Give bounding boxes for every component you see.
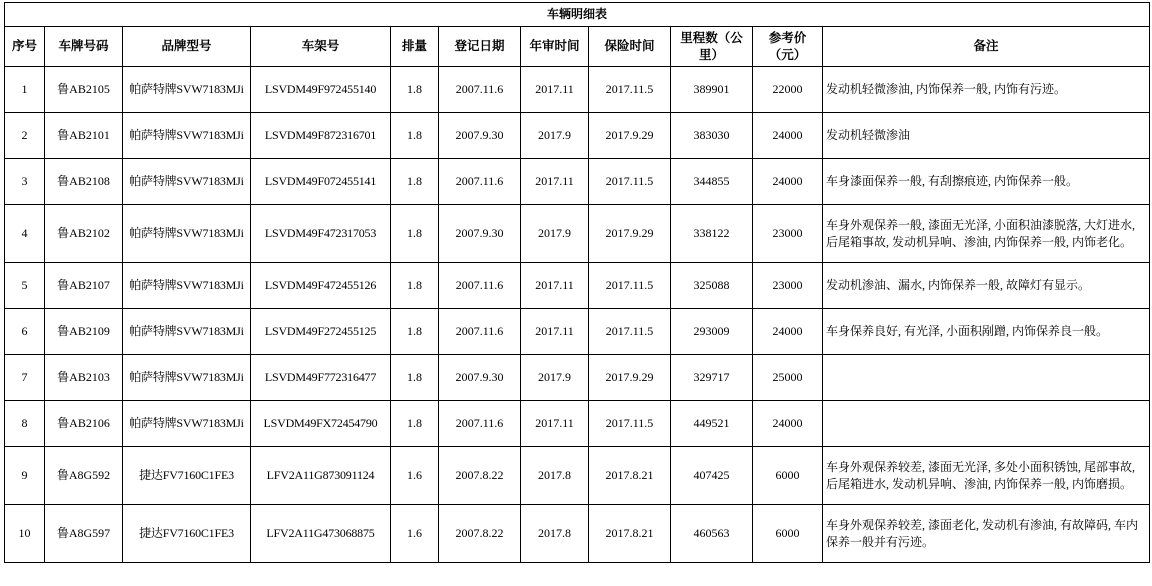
cell-index: 10 bbox=[5, 505, 45, 563]
cell-mileage: 407425 bbox=[671, 447, 753, 505]
table-row bbox=[5, 159, 1150, 205]
cell-reference-price: 6000 bbox=[753, 447, 823, 505]
cell-displacement: 1.8 bbox=[391, 159, 439, 205]
cell-mileage: 329717 bbox=[671, 355, 753, 401]
cell-remark: 车身漆面保养一般, 有刮擦痕迹, 内饰保养一般。 bbox=[823, 159, 1150, 205]
cell-mileage: 389901 bbox=[671, 67, 753, 113]
cell-remark bbox=[823, 401, 1150, 447]
cell-plate: 鲁AB2105 bbox=[45, 67, 123, 113]
cell-reference-price: 24000 bbox=[753, 159, 823, 205]
cell-model: 帕萨特牌SVW7183MJi bbox=[123, 355, 251, 401]
header-plate: 车牌号码 bbox=[45, 27, 123, 67]
cell-mileage: 293009 bbox=[671, 309, 753, 355]
cell-plate: 鲁AB2108 bbox=[45, 159, 123, 205]
cell-registration-date: 2007.8.22 bbox=[439, 447, 521, 505]
cell-plate: 鲁A8G597 bbox=[45, 505, 123, 563]
cell-registration-date: 2007.11.6 bbox=[439, 309, 521, 355]
cell-insurance-time: 2017.8.21 bbox=[589, 447, 671, 505]
cell-registration-date: 2007.11.6 bbox=[439, 159, 521, 205]
page-title: 车辆明细表 bbox=[5, 3, 1150, 27]
cell-plate: 鲁AB2101 bbox=[45, 113, 123, 159]
cell-remark: 发动机渗油、漏水, 内饰保养一般, 故障灯有显示。 bbox=[823, 263, 1150, 309]
cell-model: 捷达FV7160C1FE3 bbox=[123, 447, 251, 505]
cell-displacement: 1.8 bbox=[391, 205, 439, 263]
cell-insurance-time: 2017.9.29 bbox=[589, 205, 671, 263]
cell-plate: 鲁A8G592 bbox=[45, 447, 123, 505]
cell-inspection-time: 2017.11 bbox=[521, 67, 589, 113]
table-row bbox=[5, 205, 1150, 263]
cell-mileage: 338122 bbox=[671, 205, 753, 263]
cell-index: 2 bbox=[5, 113, 45, 159]
cell-displacement: 1.6 bbox=[391, 447, 439, 505]
cell-model: 帕萨特牌SVW7183MJi bbox=[123, 67, 251, 113]
cell-remark: 车身外观保养较差, 漆面无光泽, 多处小面积锈蚀, 尾部事故, 后尾箱进水, 发动机异响、渗油, 内饰保养一般, 内饰磨损。 bbox=[823, 447, 1150, 505]
cell-registration-date: 2007.11.6 bbox=[439, 67, 521, 113]
cell-reference-price: 24000 bbox=[753, 401, 823, 447]
cell-remark: 车身外观保养一般, 漆面无光泽, 小面积油漆脱落, 大灯进水, 后尾箱事故, 发动机异响、渗油, 内饰保养一般, 内饰老化。 bbox=[823, 205, 1150, 263]
cell-plate: 鲁AB2107 bbox=[45, 263, 123, 309]
cell-inspection-time: 2017.8 bbox=[521, 505, 589, 563]
cell-inspection-time: 2017.11 bbox=[521, 263, 589, 309]
cell-remark: 发动机轻微渗油 bbox=[823, 113, 1150, 159]
cell-inspection-time: 2017.9 bbox=[521, 205, 589, 263]
header-remark: 备注 bbox=[823, 27, 1150, 67]
cell-insurance-time: 2017.11.5 bbox=[589, 67, 671, 113]
cell-vin: LSVDM49FX72454790 bbox=[251, 401, 391, 447]
cell-vin: LFV2A11G873091124 bbox=[251, 447, 391, 505]
cell-vin: LSVDM49F272455125 bbox=[251, 309, 391, 355]
document-sheet bbox=[2, 0, 1150, 563]
cell-registration-date: 2007.11.6 bbox=[439, 401, 521, 447]
cell-mileage: 460563 bbox=[671, 505, 753, 563]
cell-inspection-time: 2017.9 bbox=[521, 113, 589, 159]
cell-remark: 发动机轻微渗油, 内饰保养一般, 内饰有污迹。 bbox=[823, 67, 1150, 113]
cell-mileage: 383030 bbox=[671, 113, 753, 159]
vehicle-detail-table bbox=[4, 2, 1150, 563]
cell-displacement: 1.8 bbox=[391, 263, 439, 309]
cell-plate: 鲁AB2106 bbox=[45, 401, 123, 447]
cell-vin: LFV2A11G473068875 bbox=[251, 505, 391, 563]
table-row bbox=[5, 263, 1150, 309]
cell-reference-price: 24000 bbox=[753, 113, 823, 159]
cell-mileage: 449521 bbox=[671, 401, 753, 447]
cell-reference-price: 23000 bbox=[753, 205, 823, 263]
table-row bbox=[5, 355, 1150, 401]
cell-model: 帕萨特牌SVW7183MJi bbox=[123, 401, 251, 447]
cell-registration-date: 2007.11.6 bbox=[439, 263, 521, 309]
cell-model: 帕萨特牌SVW7183MJi bbox=[123, 309, 251, 355]
cell-index: 9 bbox=[5, 447, 45, 505]
cell-remark: 车身保养良好, 有光泽, 小面积剐蹭, 内饰保养良一般。 bbox=[823, 309, 1150, 355]
cell-reference-price: 23000 bbox=[753, 263, 823, 309]
cell-inspection-time: 2017.8 bbox=[521, 447, 589, 505]
cell-insurance-time: 2017.11.5 bbox=[589, 159, 671, 205]
cell-index: 1 bbox=[5, 67, 45, 113]
cell-vin: LSVDM49F872316701 bbox=[251, 113, 391, 159]
table-row bbox=[5, 401, 1150, 447]
header-model: 品牌型号 bbox=[123, 27, 251, 67]
header-index: 序号 bbox=[5, 27, 45, 67]
cell-insurance-time: 2017.9.29 bbox=[589, 355, 671, 401]
cell-index: 3 bbox=[5, 159, 45, 205]
cell-registration-date: 2007.9.30 bbox=[439, 113, 521, 159]
cell-inspection-time: 2017.11 bbox=[521, 401, 589, 447]
table-row bbox=[5, 113, 1150, 159]
cell-index: 5 bbox=[5, 263, 45, 309]
cell-registration-date: 2007.8.22 bbox=[439, 505, 521, 563]
header-reference-price: 参考价（元） bbox=[753, 27, 823, 67]
cell-plate: 鲁AB2102 bbox=[45, 205, 123, 263]
cell-reference-price: 25000 bbox=[753, 355, 823, 401]
cell-mileage: 344855 bbox=[671, 159, 753, 205]
table-row bbox=[5, 505, 1150, 563]
cell-displacement: 1.6 bbox=[391, 505, 439, 563]
cell-index: 7 bbox=[5, 355, 45, 401]
cell-model: 帕萨特牌SVW7183MJi bbox=[123, 159, 251, 205]
cell-inspection-time: 2017.11 bbox=[521, 159, 589, 205]
header-registration-date: 登记日期 bbox=[439, 27, 521, 67]
table-title-row bbox=[5, 3, 1150, 27]
header-mileage: 里程数（公里） bbox=[671, 27, 753, 67]
cell-model: 帕萨特牌SVW7183MJi bbox=[123, 263, 251, 309]
header-displacement: 排量 bbox=[391, 27, 439, 67]
cell-displacement: 1.8 bbox=[391, 355, 439, 401]
cell-displacement: 1.8 bbox=[391, 113, 439, 159]
cell-model: 捷达FV7160C1FE3 bbox=[123, 505, 251, 563]
table-header-row bbox=[5, 27, 1150, 67]
cell-vin: LSVDM49F472317053 bbox=[251, 205, 391, 263]
cell-vin: LSVDM49F772316477 bbox=[251, 355, 391, 401]
cell-vin: LSVDM49F472455126 bbox=[251, 263, 391, 309]
cell-remark: 车身外观保养较差, 漆面老化, 发动机有渗油, 有故障码, 车内保养一般并有污迹。 bbox=[823, 505, 1150, 563]
header-vin: 车架号 bbox=[251, 27, 391, 67]
header-inspection-time: 年审时间 bbox=[521, 27, 589, 67]
cell-insurance-time: 2017.8.21 bbox=[589, 505, 671, 563]
table-row bbox=[5, 67, 1150, 113]
cell-vin: LSVDM49F072455141 bbox=[251, 159, 391, 205]
cell-inspection-time: 2017.11 bbox=[521, 309, 589, 355]
cell-plate: 鲁AB2109 bbox=[45, 309, 123, 355]
cell-reference-price: 6000 bbox=[753, 505, 823, 563]
cell-index: 4 bbox=[5, 205, 45, 263]
cell-vin: LSVDM49F972455140 bbox=[251, 67, 391, 113]
cell-insurance-time: 2017.11.5 bbox=[589, 263, 671, 309]
cell-reference-price: 22000 bbox=[753, 67, 823, 113]
cell-displacement: 1.8 bbox=[391, 67, 439, 113]
cell-displacement: 1.8 bbox=[391, 401, 439, 447]
cell-index: 6 bbox=[5, 309, 45, 355]
table-row bbox=[5, 309, 1150, 355]
cell-plate: 鲁AB2103 bbox=[45, 355, 123, 401]
cell-index: 8 bbox=[5, 401, 45, 447]
header-insurance-time: 保险时间 bbox=[589, 27, 671, 67]
cell-insurance-time: 2017.9.29 bbox=[589, 113, 671, 159]
cell-model: 帕萨特牌SVW7183MJi bbox=[123, 205, 251, 263]
cell-model: 帕萨特牌SVW7183MJi bbox=[123, 113, 251, 159]
cell-remark bbox=[823, 355, 1150, 401]
cell-insurance-time: 2017.11.5 bbox=[589, 401, 671, 447]
cell-insurance-time: 2017.11.5 bbox=[589, 309, 671, 355]
cell-mileage: 325088 bbox=[671, 263, 753, 309]
cell-reference-price: 24000 bbox=[753, 309, 823, 355]
table-row bbox=[5, 447, 1150, 505]
cell-inspection-time: 2017.9 bbox=[521, 355, 589, 401]
cell-registration-date: 2007.9.30 bbox=[439, 205, 521, 263]
cell-registration-date: 2007.9.30 bbox=[439, 355, 521, 401]
cell-displacement: 1.8 bbox=[391, 309, 439, 355]
